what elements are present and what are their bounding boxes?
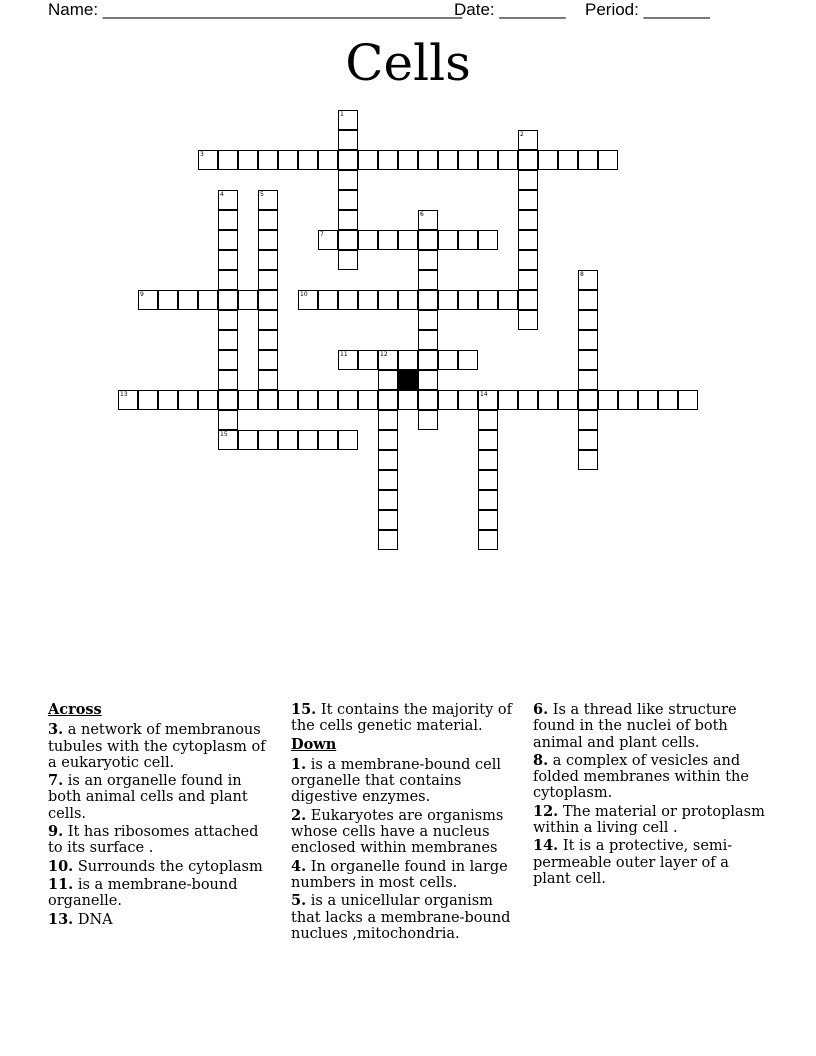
crossword-cell[interactable]	[478, 230, 498, 250]
crossword-cell[interactable]	[338, 150, 358, 170]
clue-down-1: 1. is a membrane-bound cell organelle that contains digestive enzymes.	[291, 755, 502, 806]
crossword-cell[interactable]	[338, 230, 358, 250]
crossword-cell[interactable]	[518, 270, 538, 290]
period-field[interactable]: Period: _______	[585, 0, 710, 19]
crossword-cell[interactable]	[198, 390, 218, 410]
crossword-cell[interactable]	[478, 390, 498, 410]
clue-down-12: 12. The material or protoplasm within a living cell .	[533, 802, 765, 837]
across-heading: Across	[48, 701, 102, 718]
crossword-cell[interactable]	[418, 270, 438, 290]
crossword-cell[interactable]	[298, 290, 318, 310]
crossword-cell[interactable]	[418, 310, 438, 330]
crossword-cell[interactable]	[258, 350, 278, 370]
crossword-cell[interactable]	[278, 430, 298, 450]
clues-column-2	[291, 702, 515, 944]
crossword-cell[interactable]	[238, 390, 258, 410]
crossword-cell[interactable]	[258, 390, 278, 410]
clue-number: 7	[320, 231, 324, 238]
crossword-cell[interactable]	[518, 230, 538, 250]
crossword-cell[interactable]	[338, 430, 358, 450]
crossword-cell[interactable]	[398, 230, 418, 250]
crossword-cell[interactable]	[338, 350, 358, 370]
crossword-cell[interactable]	[258, 270, 278, 290]
crossword-cell[interactable]	[178, 390, 198, 410]
crossword-cell[interactable]	[258, 230, 278, 250]
clue-down-2: 2. Eukaryotes are organisms whose cells have a nucleus enclosed within membranes	[291, 806, 504, 857]
crossword-cell[interactable]	[338, 250, 358, 270]
crossword-cell[interactable]	[578, 350, 598, 370]
crossword-cell[interactable]	[658, 390, 678, 410]
clue-number: 13	[120, 391, 128, 398]
crossword-cell[interactable]	[478, 490, 498, 510]
crossword-cell[interactable]	[518, 170, 538, 190]
crossword-cell[interactable]	[558, 150, 578, 170]
crossword-cell[interactable]	[578, 410, 598, 430]
clue-number: 12	[380, 351, 388, 358]
crossword-cell[interactable]	[378, 350, 398, 370]
crossword-cell[interactable]	[258, 310, 278, 330]
crossword-cell[interactable]	[258, 210, 278, 230]
crossword-cell[interactable]	[438, 350, 458, 370]
crossword-cell[interactable]	[518, 310, 538, 330]
crossword-cell[interactable]	[378, 450, 398, 470]
crossword-cell[interactable]	[218, 390, 238, 410]
crossword-cell[interactable]	[218, 330, 238, 350]
down-heading: Down	[291, 735, 337, 753]
clue-number: 2	[520, 131, 524, 138]
crossword-cell[interactable]	[258, 150, 278, 170]
crossword-cell[interactable]	[418, 210, 438, 230]
crossword-cell[interactable]	[358, 150, 378, 170]
crossword-cell[interactable]	[398, 390, 418, 410]
crossword-cell[interactable]	[158, 290, 178, 310]
crossword-cell[interactable]	[298, 390, 318, 410]
crossword-cell[interactable]	[438, 230, 458, 250]
crossword-block-cell	[398, 370, 418, 390]
crossword-cell[interactable]	[438, 150, 458, 170]
crossword-cell[interactable]	[358, 350, 378, 370]
clue-number: 4	[220, 191, 224, 198]
crossword-cell[interactable]	[378, 490, 398, 510]
crossword-cell[interactable]	[578, 370, 598, 390]
clue-number: 11	[340, 351, 348, 358]
crossword-cell[interactable]	[518, 130, 538, 150]
crossword-cell[interactable]	[578, 390, 598, 410]
crossword-cell[interactable]	[218, 370, 238, 390]
crossword-cell[interactable]	[378, 470, 398, 490]
crossword-cell[interactable]	[678, 390, 698, 410]
crossword-cell[interactable]	[498, 290, 518, 310]
crossword-cell[interactable]	[258, 370, 278, 390]
crossword-cell[interactable]	[478, 410, 498, 430]
crossword-cell[interactable]	[218, 310, 238, 330]
clue-number: 5	[260, 191, 264, 198]
crossword-cell[interactable]	[218, 150, 238, 170]
crossword-cell[interactable]	[378, 230, 398, 250]
crossword-cell[interactable]	[518, 250, 538, 270]
crossword-cell[interactable]	[538, 390, 558, 410]
crossword-cell[interactable]	[478, 290, 498, 310]
crossword-cell[interactable]	[218, 290, 238, 310]
crossword-cell[interactable]	[418, 290, 438, 310]
crossword-cell[interactable]	[318, 230, 338, 250]
crossword-cell[interactable]	[518, 150, 538, 170]
clue-across-3: 3. a network of membranous tubules with the cytoplasm of a eukaryotic cell.	[48, 721, 266, 771]
clue-across-10: 10. Surrounds the cytoplasm	[48, 857, 263, 875]
crossword-cell[interactable]	[478, 510, 498, 530]
crossword-cell[interactable]	[578, 270, 598, 290]
crossword-cell[interactable]	[458, 150, 478, 170]
clue-down-14: 14. It is a protective, semi-permeable outer layer of a plant cell.	[533, 837, 733, 887]
crossword-cell[interactable]	[578, 150, 598, 170]
crossword-cell[interactable]	[358, 230, 378, 250]
crossword-cell[interactable]	[338, 170, 358, 190]
crossword-cell[interactable]	[418, 150, 438, 170]
clue-down-8: 8. a complex of vesicles and folded membranes within the cytoplasm.	[533, 751, 749, 802]
crossword-cell[interactable]	[518, 210, 538, 230]
crossword-cell[interactable]	[218, 270, 238, 290]
crossword-cell[interactable]	[498, 390, 518, 410]
crossword-cell[interactable]	[258, 290, 278, 310]
crossword-cell[interactable]	[378, 150, 398, 170]
crossword-cell[interactable]	[578, 310, 598, 330]
clue-across-9: 9. It has ribosomes attached to its surface .	[48, 823, 259, 857]
crossword-cell[interactable]	[398, 290, 418, 310]
crossword-cell[interactable]	[378, 530, 398, 550]
crossword-cell[interactable]	[218, 190, 238, 210]
clue-across-15: 15. It contains the majority of the cells genetic material.	[291, 701, 512, 735]
crossword-cell[interactable]	[218, 230, 238, 250]
crossword-cell[interactable]	[578, 430, 598, 450]
crossword-cell[interactable]	[338, 290, 358, 310]
clue-down-4: 4. In organelle found in large numbers in most cells.	[291, 857, 508, 891]
crossword-cell[interactable]	[238, 290, 258, 310]
clue-number: 10	[300, 291, 308, 298]
clue-number: 15	[220, 431, 228, 438]
crossword-cell[interactable]	[418, 370, 438, 390]
crossword-cell[interactable]	[418, 410, 438, 430]
crossword-cell[interactable]	[178, 290, 198, 310]
crossword-cell[interactable]	[478, 150, 498, 170]
crossword-cell[interactable]	[398, 150, 418, 170]
crossword-cell[interactable]	[638, 390, 658, 410]
crossword-cell[interactable]	[458, 350, 478, 370]
crossword-cell[interactable]	[498, 150, 518, 170]
crossword-cell[interactable]	[478, 450, 498, 470]
crossword-cell[interactable]	[138, 290, 158, 310]
clue-down-6: 6. Is a thread like structure found in the nuclei of both animal and plant cells.	[533, 701, 737, 751]
page-title: Cells	[345, 34, 471, 92]
clue-number: 6	[420, 211, 424, 218]
crossword-cell[interactable]	[198, 150, 218, 170]
crossword-cell[interactable]	[378, 510, 398, 530]
crossword-cell[interactable]	[258, 330, 278, 350]
crossword-cell[interactable]	[378, 390, 398, 410]
clue-number: 9	[140, 291, 144, 298]
crossword-cell[interactable]	[578, 450, 598, 470]
crossword-cell[interactable]	[218, 410, 238, 430]
crossword-cell[interactable]	[538, 150, 558, 170]
crossword-cell[interactable]	[378, 290, 398, 310]
clue-number: 3	[200, 151, 204, 158]
clues-column-3	[533, 702, 769, 889]
crossword-cell[interactable]	[378, 430, 398, 450]
crossword-cell[interactable]	[198, 290, 218, 310]
crossword-cell[interactable]	[338, 110, 358, 130]
clue-number: 1	[340, 111, 344, 118]
crossword-cell[interactable]	[578, 290, 598, 310]
crossword-cell[interactable]	[298, 150, 318, 170]
crossword-cell[interactable]	[578, 330, 598, 350]
crossword-cell[interactable]	[518, 190, 538, 210]
clue-down-5: 5. is a unicellular organism that lacks a membrane-bound nuclues ,mitochondria.	[291, 892, 511, 942]
clue-across-13: 13. DNA	[48, 910, 113, 928]
crossword-cell[interactable]	[598, 390, 618, 410]
crossword-cell[interactable]	[598, 150, 618, 170]
crossword-cell[interactable]	[478, 470, 498, 490]
crossword-cell[interactable]	[418, 350, 438, 370]
crossword-cell[interactable]	[438, 290, 458, 310]
crossword-cell[interactable]	[518, 390, 538, 410]
clue-across-7: 7. is an organelle found in both animal cells and plant cells.	[48, 772, 248, 822]
crossword-cell[interactable]	[458, 290, 478, 310]
crossword-cell[interactable]	[138, 390, 158, 410]
crossword-cell[interactable]	[378, 410, 398, 430]
clues-column-1	[48, 702, 274, 930]
crossword-cell[interactable]	[218, 350, 238, 370]
crossword-cell[interactable]	[518, 290, 538, 310]
name-field[interactable]: Name: ______________________________________	[48, 0, 463, 19]
crossword-cell[interactable]	[318, 290, 338, 310]
crossword-cell[interactable]	[278, 150, 298, 170]
crossword-cell[interactable]	[558, 390, 578, 410]
crossword-cell[interactable]	[378, 370, 398, 390]
crossword-cell[interactable]	[358, 290, 378, 310]
crossword-cell[interactable]	[258, 430, 278, 450]
crossword-cell[interactable]	[438, 390, 458, 410]
crossword-cell[interactable]	[478, 430, 498, 450]
crossword-cell[interactable]	[338, 210, 358, 230]
crossword-cell[interactable]	[298, 430, 318, 450]
crossword-cell[interactable]	[318, 390, 338, 410]
clue-across-11: 11. is a membrane-bound organelle.	[48, 875, 238, 910]
crossword-cell[interactable]	[418, 390, 438, 410]
crossword-cell[interactable]	[338, 190, 358, 210]
crossword-cell[interactable]	[318, 430, 338, 450]
crossword-cell[interactable]	[218, 250, 238, 270]
crossword-cell[interactable]	[258, 250, 278, 270]
crossword-cell[interactable]	[158, 390, 178, 410]
crossword-cell[interactable]	[338, 130, 358, 150]
clue-number: 14	[480, 391, 488, 398]
crossword-cell[interactable]	[218, 210, 238, 230]
crossword-cell[interactable]	[218, 430, 238, 450]
crossword-cell[interactable]	[478, 530, 498, 550]
date-field[interactable]: Date: _______	[454, 0, 566, 19]
crossword-cell[interactable]	[358, 390, 378, 410]
crossword-cell[interactable]	[418, 230, 438, 250]
crossword-cell[interactable]	[238, 430, 258, 450]
crossword-cell[interactable]	[318, 150, 338, 170]
crossword-cell[interactable]	[458, 390, 478, 410]
crossword-cell[interactable]	[278, 390, 298, 410]
crossword-cell[interactable]	[458, 230, 478, 250]
crossword-cell[interactable]	[238, 150, 258, 170]
clue-number: 8	[580, 271, 584, 278]
crossword-cell[interactable]	[258, 190, 278, 210]
crossword-cell[interactable]	[618, 390, 638, 410]
crossword-cell[interactable]	[118, 390, 138, 410]
crossword-cell[interactable]	[398, 350, 418, 370]
crossword-cell[interactable]	[418, 330, 438, 350]
crossword-cell[interactable]	[338, 390, 358, 410]
crossword-cell[interactable]	[418, 250, 438, 270]
